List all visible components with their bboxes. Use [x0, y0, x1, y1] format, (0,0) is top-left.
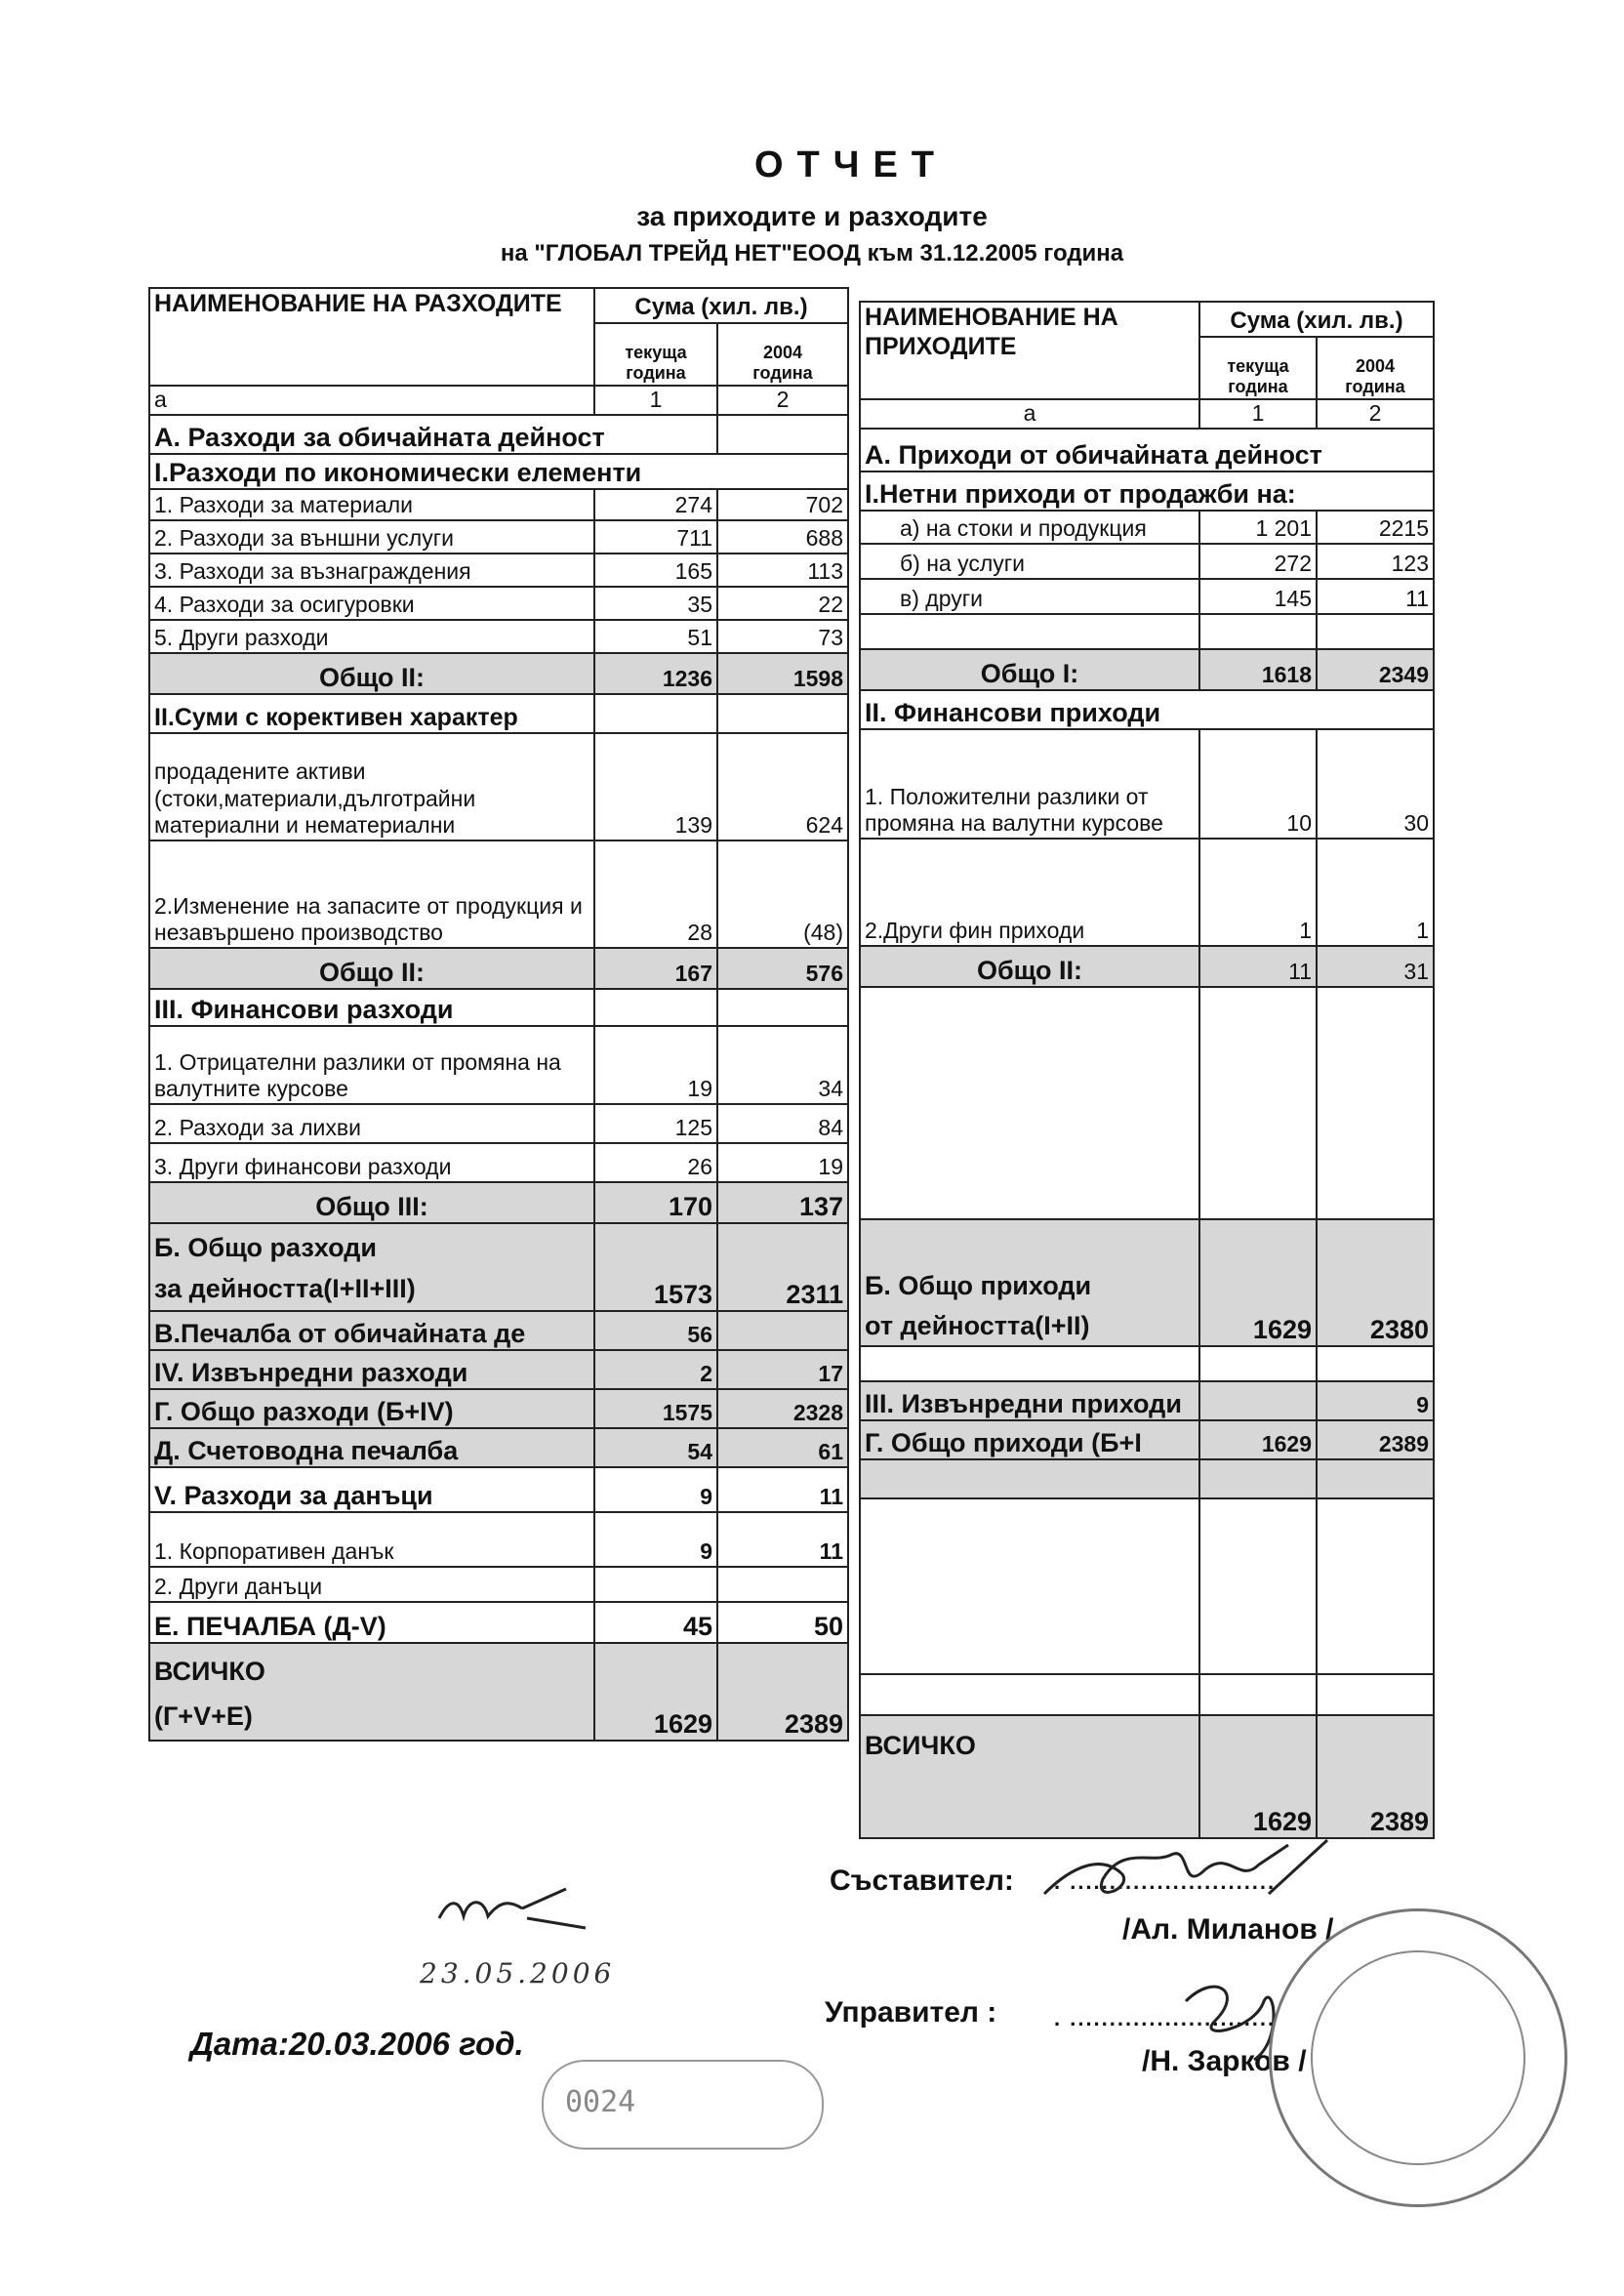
- document-title: ОТЧЕТ: [753, 144, 949, 185]
- section-i-income: І.Нетни приходи от продажби на:: [860, 472, 1434, 511]
- index-1: 1: [594, 386, 717, 415]
- accounting-profit-row: Д. Счетоводна печалба 54 61: [149, 1428, 848, 1467]
- expenses-sum-header: Сума (хил. лв.): [594, 288, 848, 323]
- index-2: 2: [1317, 399, 1434, 429]
- extraordinary-income-row: ІІІ. Извънредни приходи 9: [860, 1381, 1434, 1420]
- registration-stamp: 0024: [542, 2060, 824, 2150]
- table-row: 1. Разходи за материали 274 702: [149, 489, 848, 520]
- document-company-line: на "ГЛОБАЛ ТРЕЙД НЕТ"ЕООД към 31.12.2005 година: [500, 240, 1124, 266]
- section-ii-income: ІІ. Финансови приходи: [860, 690, 1434, 729]
- table-row: 2. Разходи за външни услуги 711 688: [149, 520, 848, 554]
- index-1: 1: [1199, 399, 1317, 429]
- index-2: 2: [717, 386, 848, 415]
- income-table: [859, 301, 1435, 1839]
- table-row: 2.Изменение на запасите от продукция и незавършено производство 28 (48): [149, 840, 848, 948]
- tax-expenses-row: V. Разходи за данъци 9 11: [149, 1467, 848, 1512]
- income-name-header: НАИМЕНОВАНИЕ НА ПРИХОДИТЕ: [860, 302, 1199, 399]
- table-row: 4. Разходи за осигуровки 35 22: [149, 587, 848, 620]
- table-row: продадените активи (стоки,материали,дълготрайни материални и нематериални 139 624: [149, 733, 848, 840]
- table-row: 2. Други данъци: [149, 1567, 848, 1602]
- table-row: 3. Други финансови разходи 26 19: [149, 1143, 848, 1182]
- handwritten-date: 23.05.2006: [420, 1957, 616, 1989]
- manager-label: Управител :: [825, 1996, 997, 2029]
- section-a-income: А. Приходи от обичайната дейност: [860, 429, 1434, 472]
- income-prev-year-header: 2004 година: [1317, 337, 1434, 399]
- table-row: 3. Разходи за възнаграждения 165 113: [149, 554, 848, 587]
- compiler-label: Съставител:: [830, 1865, 1014, 1897]
- net-profit-row: Е. ПЕЧАЛБА (Д-V) 45 50: [149, 1602, 848, 1643]
- table-row: 2. Разходи за лихви 125 84: [149, 1104, 848, 1143]
- total-row: Общо II: 1236 1598: [149, 653, 848, 694]
- table-row: а) на стоки и продукция 1 201 2215: [860, 511, 1434, 544]
- table-row: 1. Положителни разлики от промяна на валутни курсове 10 30: [860, 729, 1434, 839]
- section-a-expenses: А. Разходи за обичайната дейност: [149, 415, 717, 454]
- table-row: 2.Други фин приходи 1 1: [860, 839, 1434, 946]
- compiler-signature: [1035, 1835, 1347, 1933]
- expenses-table: [148, 287, 849, 1742]
- table-row: 1. Корпоративен данък 9 11: [149, 1512, 848, 1567]
- index-a: а: [860, 399, 1199, 429]
- extraordinary-expenses-row: ІV. Извънредни разходи 2 17: [149, 1350, 848, 1389]
- grand-total-row: ВСИЧКО (Г+V+Е) 1629 2389: [149, 1643, 848, 1741]
- expenses-prev-year-header: 2004 година: [717, 323, 848, 386]
- table-row: в) други 145 11: [860, 579, 1434, 614]
- section-i-expenses: І.Разходи по икономически елементи: [149, 454, 848, 489]
- compiler-signature-line: . ..........................: [1054, 1869, 1277, 1894]
- document-subtitle: за приходите и разходите: [636, 201, 988, 231]
- expenses-name-header: НАИМЕНОВАНИЕ НА РАЗХОДИТЕ: [149, 288, 594, 386]
- document-date: Дата:20.03.2006 год.: [190, 2026, 524, 2062]
- index-a: а: [149, 386, 594, 415]
- grand-total-row: ВСИЧКО 1629 2389: [860, 1715, 1434, 1838]
- income-sum-header: Сума (хил. лв.): [1199, 302, 1434, 337]
- total-expenses-g-row: Г. Общо разходи (Б+ІV) 1575 2328: [149, 1389, 848, 1428]
- table-row: 1. Отрицателни разлики от промяна на валутните курсове 19 34: [149, 1026, 848, 1104]
- table-row: 5. Други разходи 51 73: [149, 620, 848, 653]
- section-ii-expenses: ІІ.Суми с корективен характер: [149, 694, 594, 733]
- total-expenses-row: Б. Общо разходи за дейността(І+ІІ+ІІІ) 1573 2311: [149, 1223, 848, 1311]
- compiler-name: /Ал. Миланов /: [1122, 1913, 1334, 1946]
- income-current-year-header: текуща година: [1199, 337, 1317, 399]
- total-row: Общо III: 170 137: [149, 1182, 848, 1223]
- total-income-row: Б. Общо приходи от дейността(І+ІІ) 1629 2380: [860, 1219, 1434, 1346]
- expenses-current-year-header: текуща година: [594, 323, 717, 386]
- total-income-g-row: Г. Общо приходи (Б+І 1629 2389: [860, 1420, 1434, 1459]
- initials-signature: [429, 1879, 625, 1938]
- total-row: Общо II: 167 576: [149, 948, 848, 989]
- total-row: Общо II: 11 31: [860, 946, 1434, 987]
- total-row: Общо I: 1618 2349: [860, 649, 1434, 690]
- section-iii-expenses: ІІІ. Финансови разходи: [149, 989, 594, 1026]
- table-row: б) на услуги 272 123: [860, 544, 1434, 579]
- profit-ordinary-row: В.Печалба от обичайната де 56: [149, 1311, 848, 1350]
- company-seal: [1269, 1908, 1567, 2207]
- manager-signature-line: . ..........................: [1054, 2006, 1277, 2030]
- manager-name: /Н. Зарков /: [1142, 2045, 1307, 2077]
